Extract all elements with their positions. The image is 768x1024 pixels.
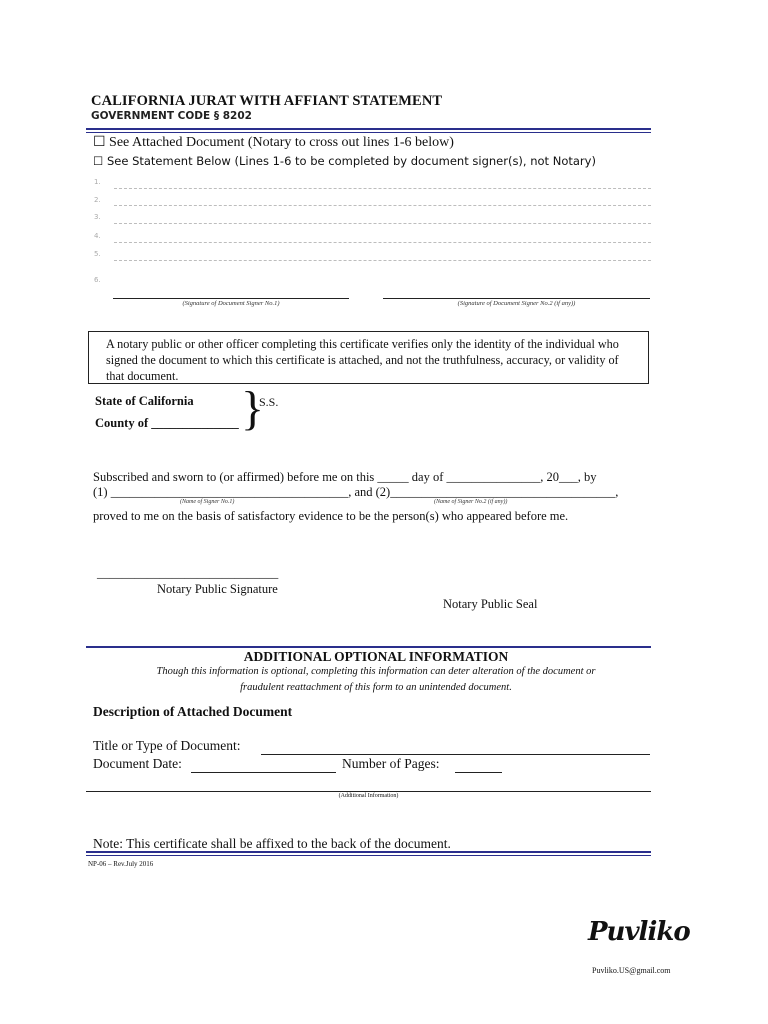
line-number: 5. (94, 250, 101, 258)
document-title-field[interactable] (261, 754, 650, 755)
jurat-line-2[interactable]: (1) ______________________________________, and (2)____________________________________, (93, 485, 619, 499)
additional-note-line1: Though this information is optional, completing this information can deter alteration of the document or (156, 666, 596, 677)
statement-line[interactable] (114, 223, 651, 224)
statement-line[interactable] (114, 188, 651, 189)
county-field[interactable]: County of ______________ (95, 416, 239, 430)
signer2-signature-line[interactable] (383, 298, 650, 299)
option-see-statement[interactable]: ☐ See Statement Below (Lines 1-6 to be completed by document signer(s), not Notary) (93, 154, 596, 168)
document-title-label: Title or Type of Document: (93, 738, 241, 753)
footer-note: Note: This certificate shall be affixed to the back of the document. (93, 836, 451, 851)
document-date-label: Document Date: (93, 756, 182, 771)
ss-label: S.S. (259, 395, 279, 409)
signer1-signature-line[interactable] (113, 298, 349, 299)
number-of-pages-field[interactable] (455, 772, 502, 773)
additional-rule (86, 646, 651, 648)
line-number: 4. (94, 232, 101, 240)
additional-heading: ADDITIONAL OPTIONAL INFORMATION (243, 649, 509, 664)
additional-info-caption: (Additional Information) (338, 793, 399, 799)
jurat-line-3: proved to me on the basis of satisfactory evidence to be the person(s) who appeared before me. (93, 509, 569, 523)
option-see-attached[interactable]: ☐ See Attached Document (Notary to cross out lines 1-6 below) (93, 135, 454, 150)
line-number: 1. (94, 178, 101, 186)
form-code: NP-06 – Rev.July 2016 (88, 860, 154, 868)
signer2-caption: (Signature of Document Signer No.2 (if any)) (457, 300, 576, 307)
line-number: 6. (94, 276, 101, 284)
venue-brace: } (241, 382, 265, 435)
line-number: 3. (94, 213, 101, 221)
signer1-name-caption: (Name of Signer No.1) (180, 499, 235, 505)
footer-rule-top (86, 851, 651, 853)
line-number: 2. (94, 196, 101, 204)
notary-notice-box: A notary public or other officer completing this certificate verifies only the identity of the individual who signed the document to which this certificate is attached, and not the truthfulness, accuracy, or validity of that document. (88, 331, 649, 384)
notary-seal-label: Notary Public Seal (443, 597, 538, 611)
description-heading: Description of Attached Document (93, 704, 293, 719)
header-rule-bottom (86, 132, 651, 133)
notary-signature-line[interactable]: _____________________________ (97, 566, 279, 580)
document-date-field[interactable] (191, 772, 336, 773)
header-rule-top (86, 128, 651, 130)
additional-note-line2: fraudulent reattachment of this form to an unintended document. (240, 682, 512, 693)
footer-rule-bottom (86, 855, 651, 856)
state-label: State of California (95, 394, 194, 408)
form-subtitle: GOVERNMENT CODE § 8202 (91, 110, 252, 122)
contact-email[interactable]: Puvliko.US@gmail.com (592, 966, 671, 975)
signer2-name-caption: (Name of Signer No.2 (if any)) (434, 499, 508, 505)
statement-line[interactable] (114, 242, 651, 243)
form-title: CALIFORNIA JURAT WITH AFFIANT STATEMENT (91, 93, 443, 109)
jurat-line-1[interactable]: Subscribed and sworn to (or affirmed) before me on this _____ day of _______________, 20___, by (93, 470, 597, 484)
statement-line[interactable] (114, 260, 651, 261)
number-of-pages-label: Number of Pages: (342, 756, 440, 771)
notary-signature-label: Notary Public Signature (157, 582, 278, 596)
signer1-caption: (Signature of Document Signer No.1) (182, 300, 280, 307)
statement-line[interactable] (114, 205, 651, 206)
additional-info-field[interactable] (86, 791, 651, 792)
puvliko-logo: Puvliko (588, 917, 690, 947)
